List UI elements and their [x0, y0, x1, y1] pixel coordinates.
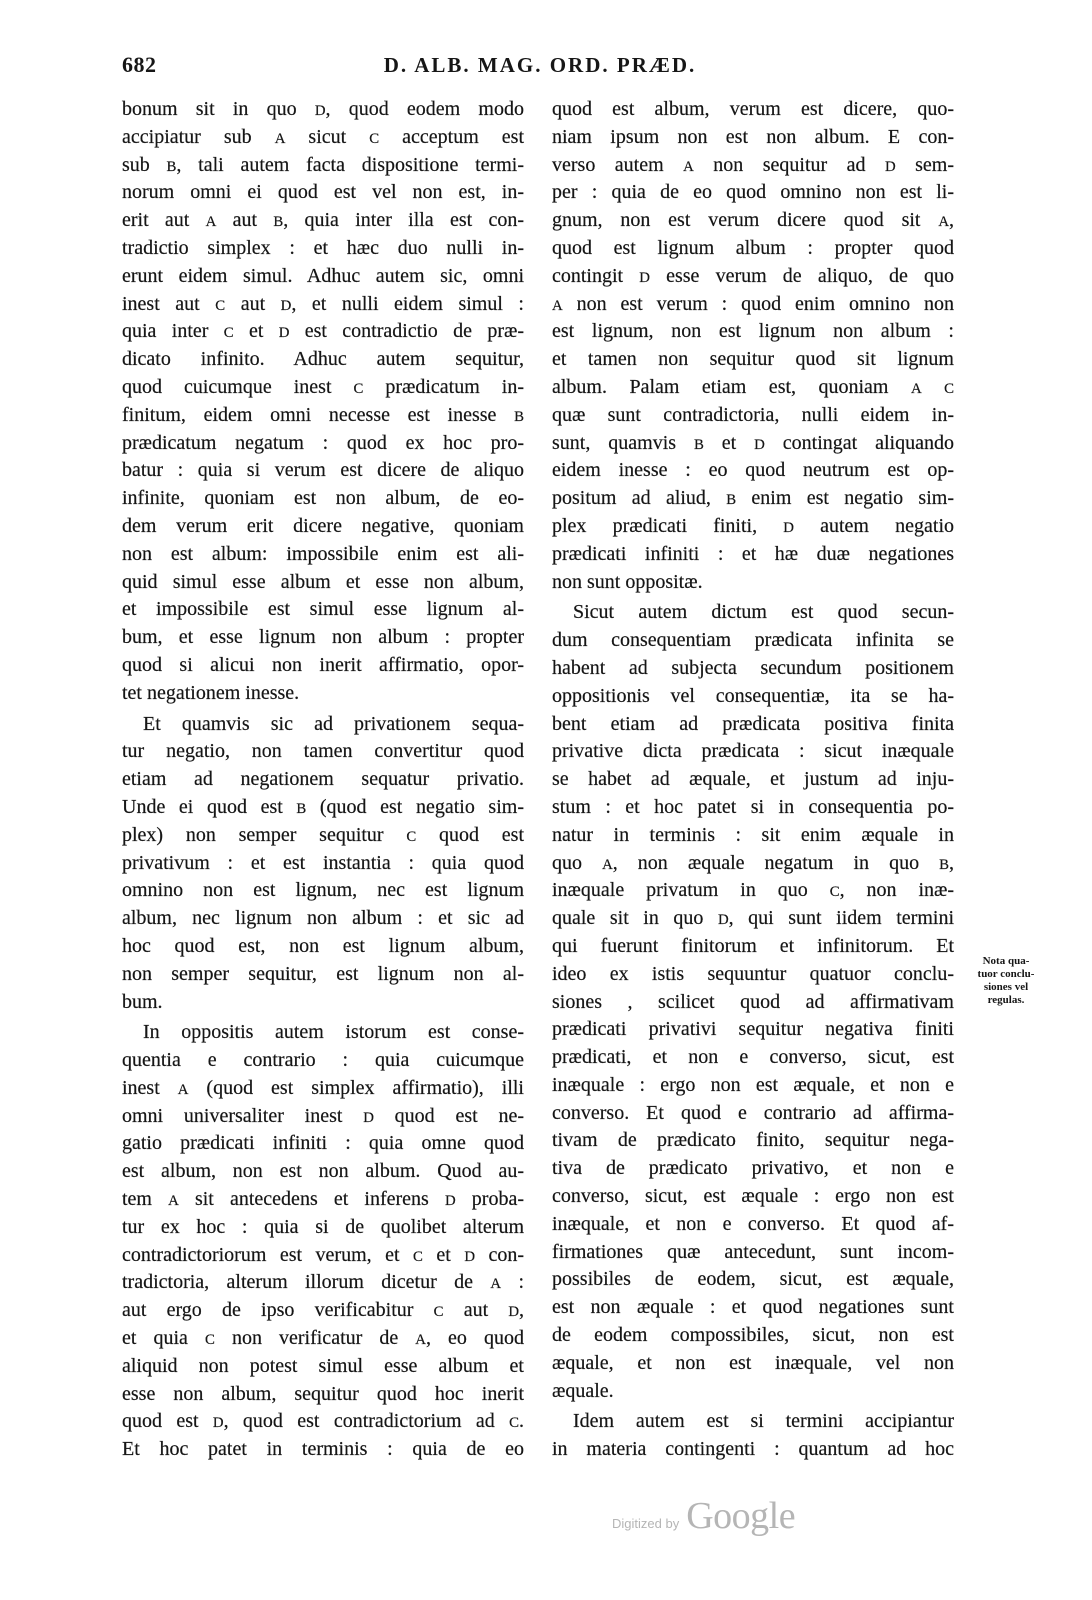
text-line [122, 1381, 524, 1409]
text-line-content: sunt, quamvis B et D contingat aliquando [552, 431, 954, 454]
text-line-content: siones , scilicet quod ad affirmativam [552, 990, 954, 1013]
text-line [122, 961, 524, 989]
text-line [552, 374, 954, 402]
text-line-content: quod est D, quod est contradictorium ad C. [122, 1410, 525, 1433]
text-line-content: natur in terminis : sit enim æquale in [552, 823, 954, 846]
term-letter: D [754, 436, 765, 453]
text-line [552, 1294, 954, 1322]
text-line-content: qui fuerunt finitorum et infinitorum. Et [552, 934, 954, 957]
text-line-content: non semper sequitur, est lignum non al- [122, 962, 524, 985]
text-line-content: possibiles de eodem, sicut, est æquale, [552, 1268, 954, 1291]
text-line-content: est lignum, non est lignum non album : [552, 320, 954, 343]
term-letter: A [602, 856, 613, 873]
text-line-content: tet negationem inesse. [122, 681, 300, 704]
text-line [122, 1297, 524, 1325]
text-line [552, 1378, 954, 1406]
text-line-content: habent ad subjecta secundum positionem [552, 656, 954, 679]
text-line-content: dicato infinito. Adhuc autem sequitur, [122, 348, 524, 371]
term-letter: B [166, 158, 177, 175]
text-line-content: album, nec lignum non album : et sic ad [122, 907, 524, 930]
text-line [122, 179, 524, 207]
text-line [122, 318, 524, 346]
text-line [552, 655, 954, 683]
text-line [122, 1158, 524, 1186]
text-line-content: gnum, non est verum dicere quod sit A, [552, 209, 954, 232]
text-line-content: tur negatio, non tamen convertitur quod [122, 740, 524, 763]
text-line-content: Idem autem est si termini accipiantur [573, 1410, 954, 1433]
term-letter: D [783, 519, 794, 536]
text-line-content: bum. [122, 990, 163, 1013]
term-letter: C [509, 1415, 520, 1432]
text-line [552, 1127, 954, 1155]
text-line-content: accipiatur sub A sicut C acceptum est [122, 125, 524, 148]
text-line [122, 1047, 524, 1075]
text-line [122, 1353, 524, 1381]
text-line [552, 1016, 954, 1044]
text-line [552, 1044, 954, 1072]
text-line [552, 711, 954, 739]
text-line [122, 374, 524, 402]
margin-note [962, 955, 1050, 1007]
text-line [122, 513, 524, 541]
text-line [122, 1325, 524, 1353]
paragraph [552, 599, 954, 1405]
text-line-content: est album, non est non album. Quod au- [122, 1160, 524, 1183]
text-line [552, 569, 954, 597]
text-line [122, 794, 524, 822]
text-line-content: stum : et hoc patet si in consequentia po- [552, 795, 954, 818]
text-line-content: verso autem A non sequitur ad D sem- [552, 153, 955, 176]
text-line [552, 766, 954, 794]
text-line [552, 346, 954, 374]
text-line [552, 1436, 954, 1464]
text-line [552, 627, 954, 655]
text-line [122, 989, 524, 1017]
text-line-content: quentia e contrario : quia cuicumque [122, 1049, 524, 1072]
text-line [122, 1408, 524, 1436]
term-letter: C [215, 297, 226, 314]
text-line [552, 599, 954, 627]
text-line-content: sub B, tali autem facta dispositione termi- [122, 153, 524, 176]
text-line-content: inest A (quod est simplex affirmatio), illi [122, 1076, 524, 1099]
text-line-content: dem verum erit dicere negative, quoniam [122, 514, 524, 537]
text-line-content: et quia C non verificatur de A, eo quod [122, 1327, 524, 1350]
text-line [552, 124, 954, 152]
margin-note-line: tuor conclu- [977, 968, 1035, 980]
text-column-left [122, 96, 524, 1464]
text-line [552, 291, 954, 319]
paragraph [552, 1408, 954, 1464]
term-letter: C [944, 380, 954, 397]
text-line [552, 402, 954, 430]
text-line-content: se habet ad æquale, et justum ad inju- [552, 768, 954, 791]
term-letter: D [884, 158, 896, 175]
text-line [122, 596, 524, 624]
text-line [552, 485, 954, 513]
term-letter: A [683, 158, 694, 175]
term-letter: A [910, 380, 922, 397]
text-line [552, 989, 954, 1017]
text-line-content: tiva de prædicato privativo, et non e [552, 1157, 954, 1180]
text-line [552, 235, 954, 263]
text-line-content: in materia contingenti : quantum ad hoc [552, 1438, 954, 1461]
text-line [122, 680, 524, 708]
text-line-content: quod cuicumque inest C prædicatum in- [122, 375, 524, 398]
text-line-content: bent etiam ad prædicata positiva finita [552, 712, 954, 735]
text-line [552, 179, 954, 207]
text-line [552, 513, 954, 541]
text-line-content: erunt eidem simul. Adhuc autem sic, omni [122, 264, 524, 287]
text-line [552, 263, 954, 291]
term-letter: C [433, 1304, 444, 1321]
text-line-content: tivam de prædicato finito, sequitur nega- [552, 1129, 954, 1152]
term-letter: D [508, 1304, 520, 1321]
margin-note-line: Nota qua- [982, 955, 1030, 967]
text-line-content: omnino non est lignum, nec est lignum [122, 879, 524, 902]
text-line-content: oppositionis vel consequentiæ, ita se ha- [552, 684, 954, 707]
text-line [552, 1183, 954, 1211]
text-line-content: tem A sit antecedens et inferens D proba- [122, 1188, 525, 1211]
text-line [552, 152, 954, 180]
text-line-content: inest aut C aut D, et nulli eidem simul : [122, 292, 524, 315]
paragraph [122, 1019, 524, 1464]
text-line [552, 683, 954, 711]
text-line [552, 1350, 954, 1378]
text-line-content: non sunt oppositæ. [552, 570, 703, 593]
text-line-content: converso. Et quod e contrario ad affirma- [552, 1101, 954, 1124]
text-line-content: quod est album, verum est dicere, quo- [552, 98, 954, 120]
text-line-content: norum omni ei quod est vel non est, in- [122, 181, 524, 204]
text-line [552, 318, 954, 346]
text-line [122, 152, 524, 180]
text-line-content: quæ sunt contradictoria, nulli eidem in- [552, 403, 954, 426]
term-letter: A [938, 214, 949, 231]
term-letter: C [353, 380, 364, 397]
text-line [122, 624, 524, 652]
text-line-content: non est album: impossibile enim est ali- [122, 542, 524, 565]
digitized-by-label: Digitized by [612, 1516, 680, 1531]
text-line-content: tur ex hoc : quia si de quolibet alterum [122, 1215, 524, 1238]
text-line-content: firmationes quæ antecedunt, sunt incom- [552, 1240, 954, 1263]
text-line [552, 1072, 954, 1100]
text-line-content: finitum, eidem omni necesse est inesse B [122, 403, 524, 426]
term-letter: B [939, 856, 950, 873]
term-letter: A [490, 1276, 502, 1293]
term-letter: D [212, 1415, 224, 1432]
text-line [552, 850, 954, 878]
text-line [552, 207, 954, 235]
running-title: D. ALB. MAG. ORD. PRÆD. [383, 53, 697, 77]
text-line [122, 1019, 524, 1047]
text-line [552, 1239, 954, 1267]
text-line-content: aut ergo de ipso verificabitur C aut D, [122, 1299, 525, 1322]
text-line [552, 457, 954, 485]
text-line-content: erit aut A aut B, quia inter illa est con- [122, 209, 525, 232]
text-column-right [552, 96, 954, 1464]
text-line [122, 822, 524, 850]
text-line [122, 652, 524, 680]
text-line-content: contingit D esse verum de aliquo, de quo [552, 264, 954, 287]
term-letter: D [717, 912, 729, 929]
text-line-content: converso, sicut, est æquale : ergo non est [552, 1185, 954, 1208]
text-line-content: privativum : et est instantia : quia quod [122, 851, 524, 874]
term-letter: D [444, 1193, 456, 1210]
text-line-content: esse non album, sequitur quod hoc inerit [122, 1382, 524, 1405]
text-line [122, 1130, 524, 1158]
term-letter: C [413, 1248, 423, 1265]
paragraph [122, 96, 524, 708]
text-line-content: quod est lignum album : propter quod [552, 236, 954, 259]
text-line-content: plex prædicati finiti, D autem negatio [552, 514, 955, 537]
text-line [552, 96, 954, 124]
term-letter: D [639, 269, 650, 286]
text-line-content: quale sit in quo D, qui sunt iidem termini [552, 907, 954, 930]
term-letter: B [273, 214, 284, 231]
text-line-content: aliquid non potest simul esse album et [122, 1354, 524, 1377]
text-line [552, 541, 954, 569]
text-line [552, 905, 954, 933]
text-line-content: gatio prædicati infiniti : quia omne quod [122, 1132, 524, 1155]
text-line [552, 430, 954, 458]
text-line [122, 457, 524, 485]
text-line-content: de eodem compossibiles, sicut, non est [552, 1324, 954, 1347]
text-line-content: In oppositis autem istorum est conse- [143, 1021, 524, 1044]
text-line-content: prædicati, et non e converso, sicut, est [552, 1046, 954, 1069]
text-line [122, 850, 524, 878]
text-line [122, 569, 524, 597]
term-letter: B [693, 436, 704, 453]
text-line-content: prædicatum negatum : quod ex hoc pro- [122, 431, 524, 454]
margin-note-line: regulas. [987, 994, 1025, 1006]
text-line-content: A non est verum : quod enim omnino non [552, 292, 954, 315]
text-line [122, 1242, 524, 1270]
text-line [552, 1322, 954, 1350]
paragraph [122, 711, 524, 1017]
text-line-content: quid simul esse album et esse non album, [122, 570, 524, 593]
term-letter: B [296, 800, 307, 817]
term-letter: D [314, 103, 326, 119]
text-line [122, 905, 524, 933]
text-line [552, 933, 954, 961]
text-line-content: ideo ex istis sequuntur quatuor conclu- [552, 962, 954, 985]
term-letter: B [514, 408, 524, 425]
text-line-content: Unde ei quod est B (quod est negatio sim- [122, 795, 524, 818]
text-line [122, 96, 524, 124]
text-line-content: contradictoriorum est verum, et C et D con- [122, 1243, 525, 1266]
text-line-content: inæquale privatum in quo C, non inæ- [552, 879, 954, 902]
text-line-content: prædicati privativi sequitur negativa finiti [552, 1018, 954, 1041]
text-line-content: Et quamvis sic ad privationem sequa- [143, 712, 524, 735]
text-line [122, 1103, 524, 1131]
text-line-content: dum consequentiam prædicata infinita se [552, 629, 954, 652]
text-line-content: quod si alicui non inerit affirmatio, opor- [122, 653, 524, 676]
text-line-content: privative dicta prædicata : sicut inæquale [552, 740, 954, 763]
text-line [122, 291, 524, 319]
text-line [122, 263, 524, 291]
text-line-content: batur : quia si verum est dicere de aliquo [122, 459, 524, 482]
text-line-content: est non æquale : et quod negationes sunt [552, 1296, 954, 1319]
text-line [122, 711, 524, 739]
text-line [122, 766, 524, 794]
text-line-content: album. Palam etiam est, quoniam A C [552, 375, 954, 398]
text-line [552, 1266, 954, 1294]
text-line-content: omni universaliter inest D quod est ne- [122, 1104, 524, 1127]
text-line [552, 794, 954, 822]
text-line-content: Sicut autem dictum est quod secun- [573, 601, 954, 624]
term-letter: B [726, 492, 737, 509]
term-letter: A [552, 297, 563, 314]
term-letter: D [278, 325, 290, 342]
google-wordmark: Google [686, 1495, 796, 1537]
term-letter: A [168, 1193, 179, 1210]
paragraph [552, 96, 954, 596]
text-line-content: Et hoc patet in terminis : quia de eo [122, 1438, 524, 1461]
text-line-content: quia inter C et D est contradictio de præ- [122, 320, 524, 343]
text-line [122, 541, 524, 569]
text-line [122, 1186, 524, 1214]
text-line [552, 1155, 954, 1183]
text-line [122, 235, 524, 263]
text-line [122, 402, 524, 430]
text-line [122, 1214, 524, 1242]
term-letter: C [829, 884, 840, 901]
text-line-content: tradictoria, alterum illorum dicetur de A : [122, 1271, 524, 1294]
text-line-content: eidem inesse : eo quod neutrum est op- [552, 459, 954, 482]
text-line-content: et impossibile est simul esse lignum al- [122, 598, 524, 621]
text-line [122, 933, 524, 961]
text-line-content: tradictio simplex : et hæc duo nulli in- [122, 236, 524, 259]
term-letter: C [223, 325, 234, 342]
text-line-content: inæquale : ergo non est æquale, et non e [552, 1073, 954, 1096]
text-line-content: quo A, non æquale negatum in quo B, [552, 851, 955, 874]
text-line [122, 485, 524, 513]
text-line [122, 1075, 524, 1103]
page-number: 682 [122, 52, 157, 77]
term-letter: C [205, 1332, 215, 1349]
text-line [122, 738, 524, 766]
term-letter: A [177, 1081, 189, 1098]
term-letter: C [369, 130, 380, 147]
term-letter: D [464, 1248, 475, 1265]
text-line [122, 346, 524, 374]
term-letter: A [205, 214, 217, 231]
text-line [552, 1408, 954, 1436]
text-line-content: etiam ad negationem sequatur privatio. [122, 768, 524, 791]
text-line-content: bum, et esse lignum non album : propter [122, 626, 524, 649]
text-line [122, 430, 524, 458]
text-line [552, 822, 954, 850]
text-line [122, 207, 524, 235]
text-line [552, 1211, 954, 1239]
text-line [122, 1269, 524, 1297]
text-line [552, 738, 954, 766]
text-line-content: per : quia de eo quod omnino non est li- [552, 181, 954, 204]
term-letter: A [415, 1332, 426, 1349]
text-line [122, 1436, 524, 1464]
term-letter: C [406, 828, 417, 845]
text-line-content: niam ipsum non est non album. E con- [552, 125, 954, 148]
text-line-content: inæquale, et non e converso. Et quod af- [552, 1212, 954, 1235]
term-letter: D [280, 297, 292, 314]
text-line-content: æquale. [552, 1379, 614, 1402]
term-letter: D [363, 1109, 374, 1126]
text-line-content: æquale, et non est inæquale, vel non [552, 1351, 954, 1374]
text-line [552, 877, 954, 905]
text-line-content: prædicati infiniti : et hæ duæ negationes [552, 542, 954, 565]
term-letter: A [274, 130, 286, 147]
text-line-content: hoc quod est, non est lignum album, [122, 934, 524, 957]
margin-note-line: siones vel [983, 981, 1029, 993]
text-line-content: bonum sit in quo D, quod eodem modo [122, 98, 524, 120]
text-line-content: positum ad aliud, B enim est negatio sim- [552, 487, 954, 510]
text-line [552, 1100, 954, 1128]
text-line [552, 961, 954, 989]
text-line [122, 877, 524, 905]
digitization-watermark [612, 1494, 795, 1538]
text-line [122, 124, 524, 152]
text-line-content: et tamen non sequitur quod sit lignum [552, 348, 954, 371]
text-line-content: plex) non semper sequitur C quod est [122, 823, 525, 846]
text-line-content: infinite, quoniam est non album, de eo- [122, 487, 524, 510]
